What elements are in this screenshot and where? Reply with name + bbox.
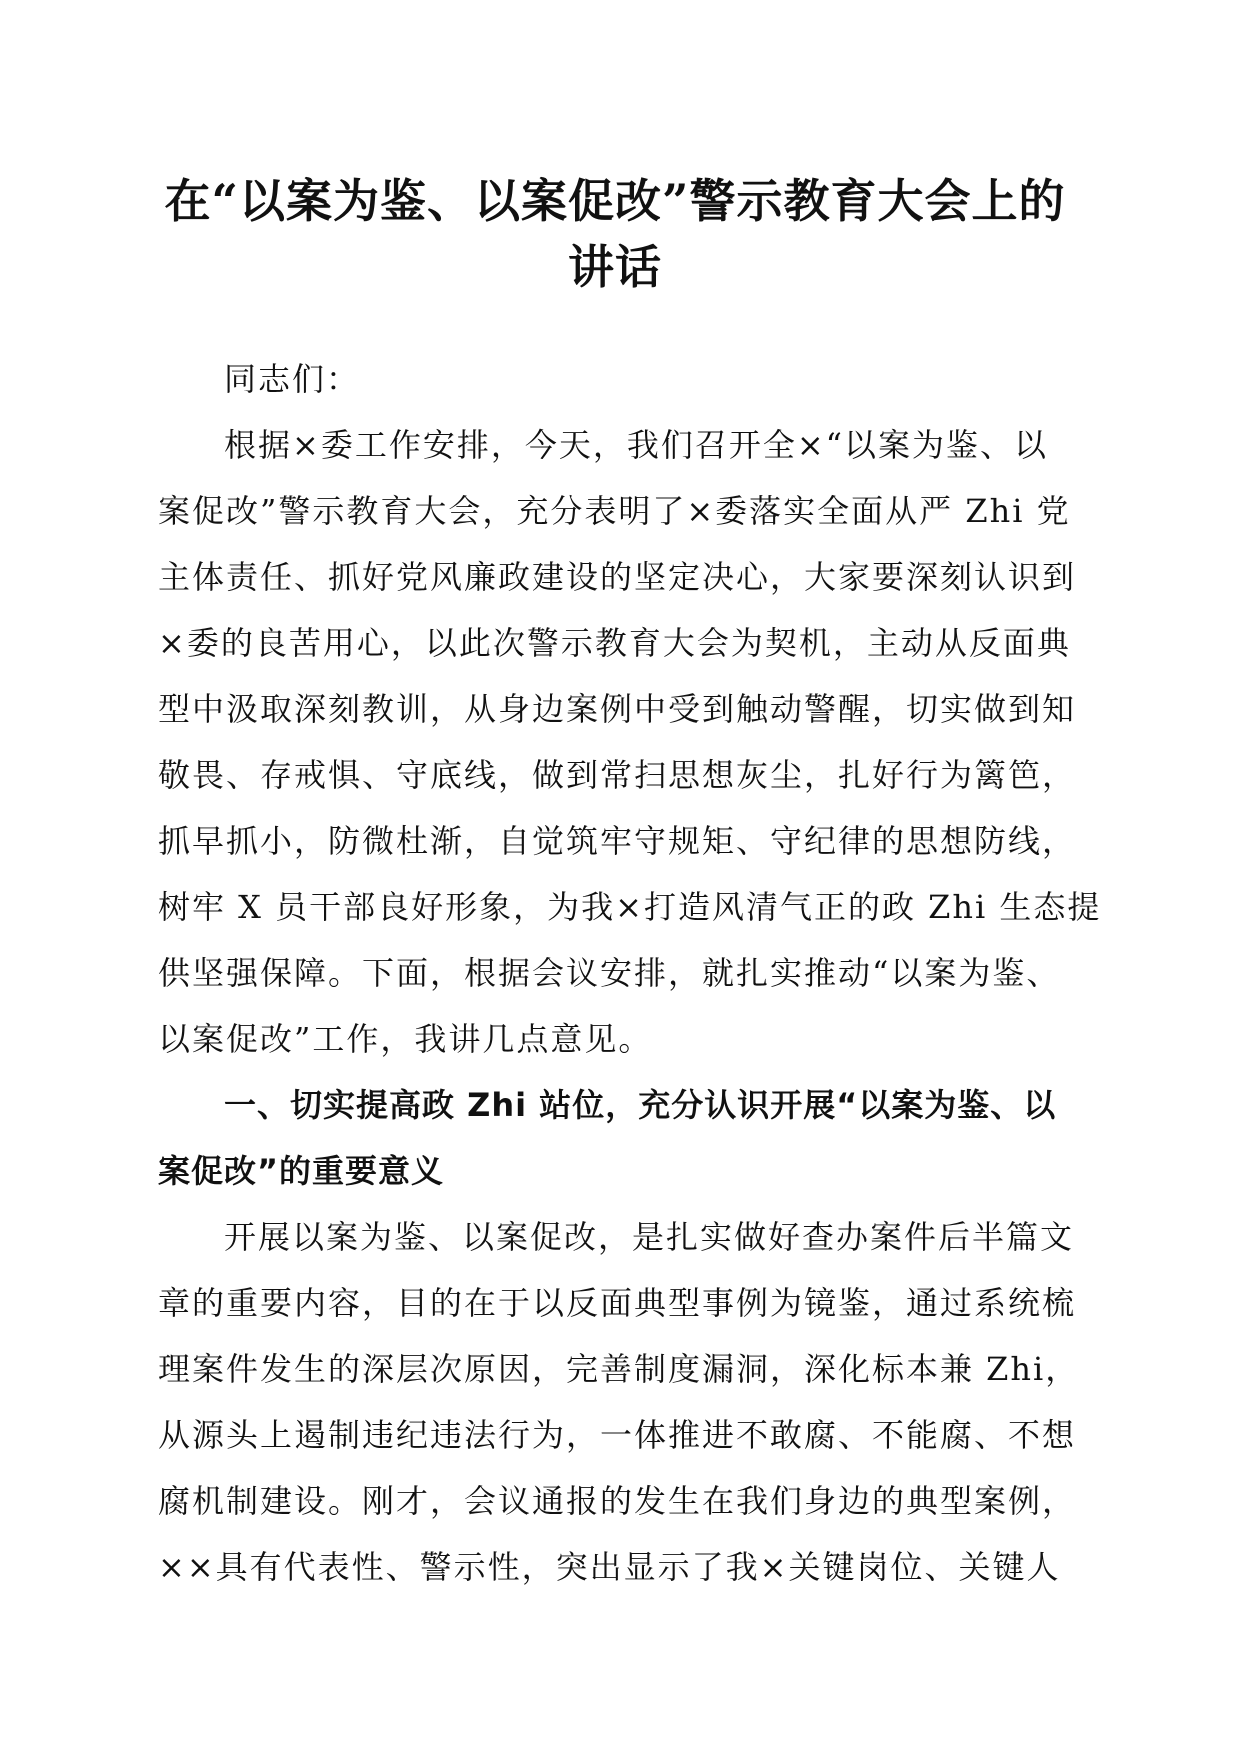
paragraph-intro [158,412,1102,1072]
section-heading-1 [158,1072,1072,1204]
text-line: 供坚强保障。下面，根据会议安排，就扎实推动“以案为鉴、 [158,954,1061,992]
page-title [158,168,1072,300]
salutation [158,346,1072,412]
text-line: 案促改”警示教育大会，充分表明了×委落实全面从严 Zhi 党 [158,492,1071,530]
text-line: 抓早抓小，防微杜渐，自觉筑牢守规矩、守纪律的思想防线， [158,822,1077,860]
salutation-text: 同志们： [224,360,361,398]
text-line: 腐机制建设。刚才，会议通报的发生在我们身边的典型案例， [158,1482,1077,1520]
text-line: 树牢 X 员干部良好形象，为我×打造风清气正的政 Zhi 生态提 [158,888,1102,926]
text-line: 从源头上遏制违纪违法行为，一体推进不敢腐、不能腐、不想 [158,1416,1077,1454]
heading-line: 一、切实提高政 Zhi 站位，充分认识开展“以案为鉴、以 [224,1086,1057,1124]
text-line: 型中汲取深刻教训，从身边案例中受到触动警醒，切实做到知 [158,690,1077,728]
text-line: ×委的良苦用心，以此次警示教育大会为契机，主动从反面典 [158,624,1071,662]
text-line: 主体责任、抓好党风廉政建设的坚定决心，大家要深刻认识到 [158,558,1077,596]
text-line: 理案件发生的深层次原因，完善制度漏洞，深化标本兼 Zhi， [158,1350,1080,1388]
heading-line: 案促改”的重要意义 [158,1152,445,1190]
title-line: 讲话 [568,240,662,294]
paragraph-section-1 [158,1204,1080,1600]
text-line: 敬畏、存戒惧、守底线，做到常扫思想灰尘，扎好行为篱笆， [158,756,1077,794]
text-line: 开展以案为鉴、以案促改，是扎实做好查办案件后半篇文 [224,1218,1075,1256]
text-line: ××具有代表性、警示性，突出显示了我×关键岗位、关键人 [158,1548,1061,1586]
title-line: 在“以案为鉴、以案促改”警示教育大会上的 [164,174,1066,228]
text-line: 以案促改”工作，我讲几点意见。 [158,1020,653,1058]
text-line: 根据×委工作安排，今天，我们召开全×“以案为鉴、以 [224,426,1048,464]
text-line: 章的重要内容，目的在于以反面典型事例为镜鉴，通过系统梳 [158,1284,1077,1322]
